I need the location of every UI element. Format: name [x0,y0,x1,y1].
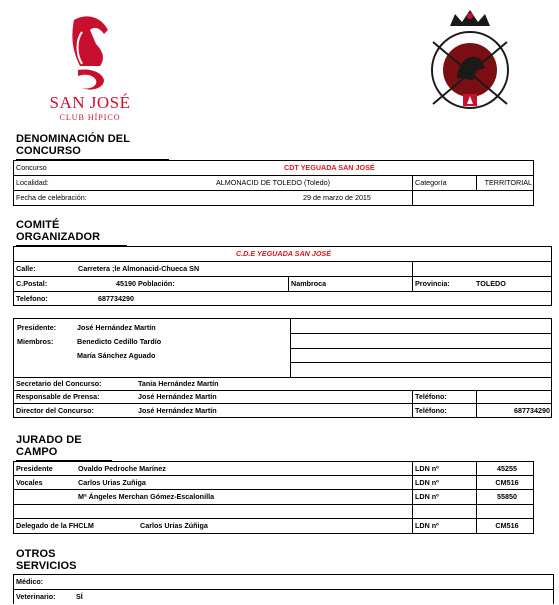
section-title-jurado-text: JURADO DE CAMPO [16,434,82,458]
concurso-table [13,160,534,206]
director-tel-label: Teléfono: [412,404,476,418]
club-logo [30,10,150,130]
miembros-label: Miembros: [17,337,54,346]
medico-label: Médico: [16,577,44,586]
categoria-label: Categoría [412,176,476,190]
table-row [14,476,533,490]
crown-seal-icon [415,8,525,116]
table-row [14,247,551,262]
prensa-value: José Hernández Martín [138,392,217,401]
ldn-label: LDN nº [412,490,476,504]
presidente-value: José Hernández Martín [77,323,156,332]
table-row [14,391,551,404]
ldn-label: LDN nº [412,476,476,489]
jurado-presidente-label: Presidente [16,464,53,473]
section-title-comite [16,219,127,246]
section-title-concurso-text: DENOMINACIÓN DEL CONCURSO [16,133,130,157]
miembro-1: Benedicto Cedillo Tardío [77,337,162,346]
table-row [14,176,533,191]
provincia-value: TOLEDO [476,279,506,288]
comite-table [13,246,552,306]
concurso-label: Concurso [16,163,47,172]
delegado-label: Delegado de la FHCLM [16,521,94,530]
club-name: SAN JOSÉ [49,93,131,112]
federation-seal [415,8,525,116]
poblacion-value: Nambroca [288,277,412,291]
jurado-table [13,461,534,534]
vocal-1: Carlos Urias Zuñiga [78,478,146,487]
ldn-label: LDN nº [412,519,476,534]
localidad-label: Localidad: [16,178,49,187]
section-title-concurso [16,133,169,160]
empty-cell [476,505,535,518]
director-value: José Hernández Martín [138,406,217,415]
table-row [14,292,551,306]
jurado-presidente-value: Ovaldo Pedroche Marínez [78,464,166,473]
table-row [14,404,551,418]
prensa-tel-label: Teléfono: [412,391,476,403]
veterinario-value: SÍ [76,592,83,601]
empty-cell [412,191,535,206]
table-row [14,377,551,391]
table-row [14,277,551,292]
medico-value [76,575,276,589]
divider [290,362,551,363]
club-subtitle: CLUB HÍPICO [59,113,121,122]
table-row [14,575,553,590]
calle-label: Calle: [16,264,36,273]
calle-value: Carretera ;le Almonacid-Chueca SN [78,264,200,273]
ldn-value: 45255 [476,462,535,475]
cp-value: 45190 Población: [116,279,175,288]
presidente-label: Presidente: [17,323,57,332]
vocal-2: Mª Ángeles Merchan Gómez-Escalonilla [78,492,215,501]
divider [290,333,551,334]
empty-cell [412,505,476,518]
ldn-value: 55850 [476,490,535,504]
secretario-value: Tania Hernández Martín [138,379,219,388]
table-row [14,262,551,277]
fecha-value: 29 de marzo de 2015 [303,193,371,202]
section-title-comite-text: COMITÉ ORGANIZADOR [16,219,101,243]
prensa-label: Responsable de Prensa: [16,392,100,401]
veterinario-label: Veterinario: [16,592,56,601]
section-title-otros [16,548,104,575]
table-row [14,505,533,519]
delegado-value: Carlos Urias Zúñiga [140,521,208,530]
section-title-otros-text: OTROS SERVICIOS [16,548,77,572]
table-row [14,462,533,476]
director-label: Director del Concurso: [16,406,94,415]
localidad-value: ALMONACID DE TOLEDO (Toledo) [216,178,330,187]
vocales-label: Vocales [16,478,43,487]
table-row [14,490,533,505]
secretario-label: Secretario del Concurso: [16,379,102,388]
telefono-value: 687734290 [98,294,134,303]
director-tel-value: 687734290 [476,404,553,418]
table-row [14,161,533,176]
comite-name: C.D.E YEGUADA SAN JOSÉ [235,249,332,258]
prensa-tel-value [476,391,553,403]
telefono-label: Telefono: [16,294,48,303]
table-row [14,191,533,206]
divider [290,348,551,349]
section-title-jurado [16,434,112,461]
organizacion-table [13,318,552,418]
concurso-value: CDT YEGUADA SAN JOSÉ [284,163,375,172]
empty-cell [412,262,553,276]
miembro-2: María Sánchez Aguado [77,351,156,360]
table-row [14,519,533,534]
cp-label: C.Postal: [16,279,48,288]
fecha-label: Fecha de celebración: [16,193,87,202]
table-row [14,590,553,605]
ldn-value: CM516 [476,476,535,489]
provincia-label: Provincia: [412,277,474,291]
ldn-value: CM516 [476,519,535,534]
ldn-label: LDN nº [412,462,476,475]
categoria-value: TERRITORIAL [476,176,535,190]
